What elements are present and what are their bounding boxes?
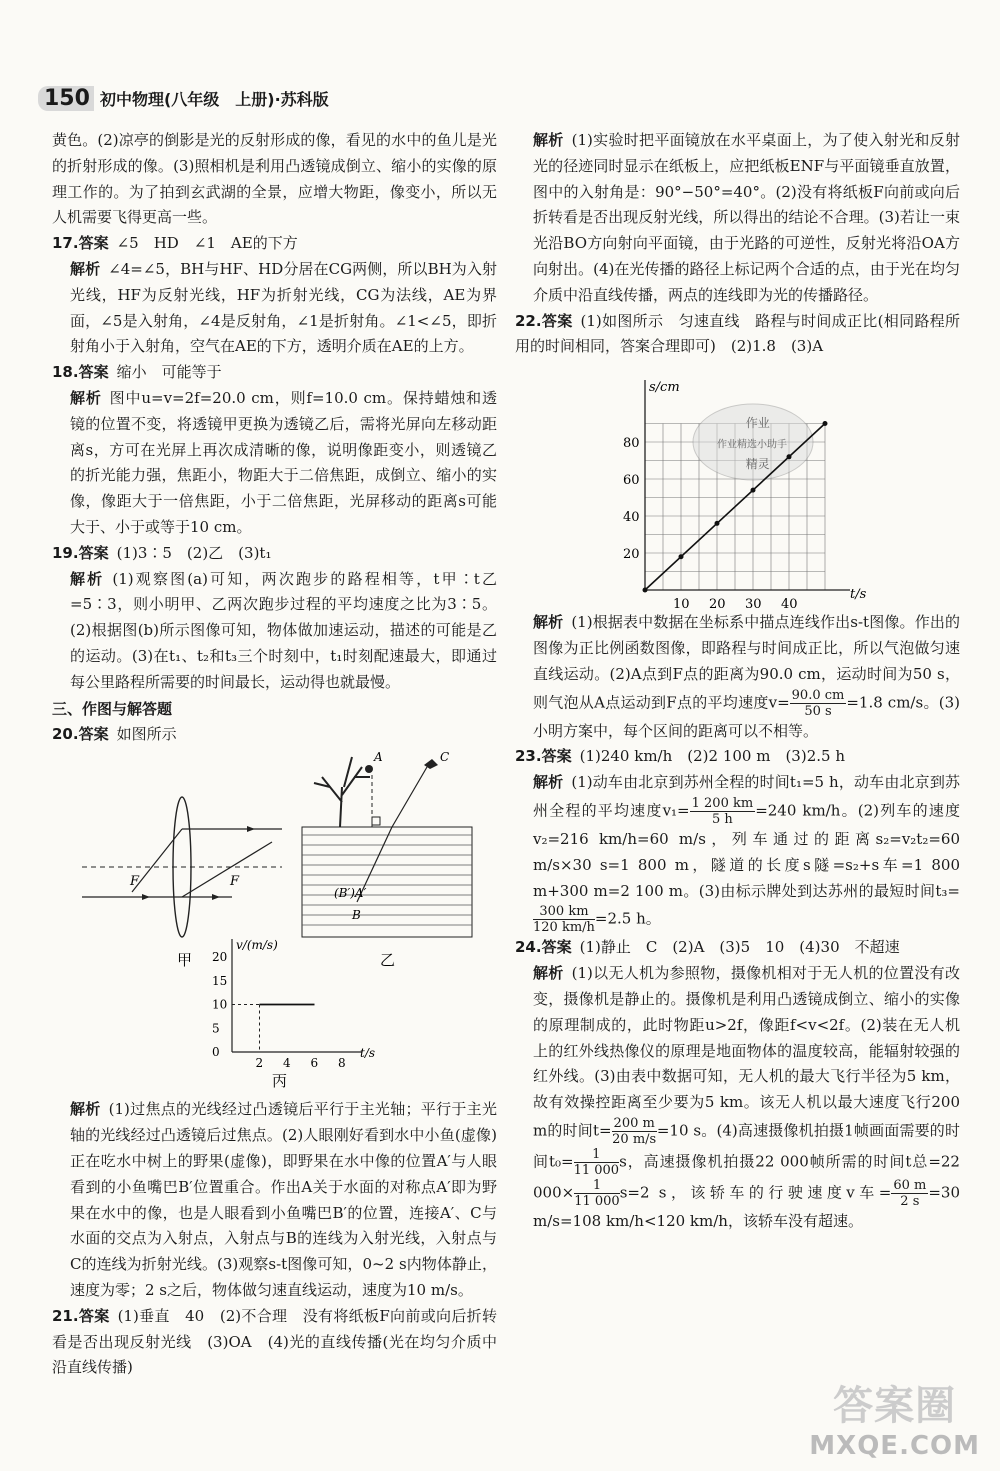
q18-answer-label: 答案 [78, 363, 109, 382]
q22-explain-2: =1.8 cm/s。(3)小明方案中，每个区间的距离可以不相等。 [533, 693, 960, 740]
x-axis-label: t/s [850, 587, 867, 603]
book-title: 初中物理(八年级 上册)·苏科版 [99, 90, 329, 109]
q20-figures [52, 747, 497, 1097]
q24-number: 24. [515, 938, 542, 957]
stamp-watermark [693, 404, 813, 480]
q23-explain-3: =2.5 h。 [594, 909, 661, 928]
page-number: 150 [38, 86, 94, 111]
right-column [515, 128, 960, 1235]
y-tick-label: 80 [623, 436, 640, 452]
q23-fraction-2 [533, 904, 595, 935]
q19-answer: (1)3∶5 (2)乙 (3)t₁ [116, 543, 272, 562]
y-tick-label: 40 [623, 510, 640, 526]
x-tick-label: 6 [310, 1056, 319, 1071]
question-17 [52, 231, 497, 360]
point-a-label: A [374, 750, 383, 765]
question-20 [52, 722, 497, 1304]
q24-f2-den: 11 000 [573, 1162, 620, 1178]
q24-explain-3: s，高速摄像机拍摄22 000帧所需的时间t总=22 000× [533, 1152, 960, 1202]
data-point [751, 488, 756, 493]
water-tree-diagram [302, 750, 472, 969]
q20-explain-label: 解析 [70, 1100, 101, 1119]
q23-explain-label: 解析 [533, 773, 564, 792]
q23-explain-2: =240 km/h。(2)列车的速度v₂=216 km/h=60 m/s，列车通过的距离s₂=v₂t₂=60 m/s×30 s=1 800 m，隧道的长度s隧=s₂+s车=1 800 m+300 m=2 100 m。(3)由标示牌处到达苏州的最短时间t₃= [533, 801, 960, 900]
x-tick-label: 10 [673, 597, 690, 611]
fig-label-jia: 甲 [177, 951, 193, 970]
q19-explain: (1)观察图(a)可知，两次跑步的路程相等，t甲∶t乙=5∶3，则小明甲、乙两次跑步过程的平均速度之比为3∶5。(2)根据图(b)所示图像可知，物体做加速运动，描述的可能是乙的运动。(3)在t₁、t₂和t₃三个时刻中，t₁时刻配速最大，即通过每公里路程所需要的时间最长，运动得也就最慢。 [70, 569, 497, 691]
q24-f1-num: 200 m [613, 1115, 655, 1131]
point-b-label: B [352, 908, 361, 923]
q17-explain: ∠4=∠5，BH与HF、HD分居在CG两侧，所以BH为入射光线，HF为反射光线，HF为折射光线，CG为法线，AE为界面，∠5是入射角，∠4是反射角，∠1是折射角。∠1<∠5，即折射角小于入射角，空气在AE的下方，透明介质在AE的上方。 [70, 259, 497, 356]
y-axis-label: v/(m/s) [236, 938, 278, 953]
q21-answer: (1)垂直 40 (2)不合理 没有将纸板F向前或向后折转看是否出现反射光线 (3)OA (4)光的直线传播(光在均匀介质中沿直线传播) [52, 1306, 497, 1377]
q22-answer-label: 答案 [541, 311, 573, 330]
q24-f3-den: 2 s [900, 1193, 920, 1209]
y-tick-label: 60 [623, 473, 640, 489]
x-tick-label: 40 [781, 597, 798, 611]
y-tick-label: 5 [212, 1021, 220, 1036]
q24-f2b-den: 11 000 [574, 1193, 620, 1209]
q20-explain: (1)过焦点的光线经过凸透镜后平行于主光轴；平行于主光轴的光线经过凸透镜后过焦点。(2)人眼刚好看到水中小鱼(虚像)正在吃水中树上的野果(虚像)，即野果在水中像的位置A′与人眼看到的小鱼嘴巴B′位置重合。作出A关于水面的对称点A′即为野果在水中的像，也是人眼看到小鱼嘴巴B′的位置，连接A′、C与水面的交点为入射点，入射点与B的连线为入射光线，入射点与C的连线为折射光线。(3)观察s-t图像可知，0~2 s内物体静止，速度为零；2 s之后，物体做匀速直线运动，速度为10 m/s。 [70, 1100, 497, 1299]
q24-answer: (1)静止 C (2)A (3)5 10 (4)30 不超速 [579, 938, 900, 957]
q21-explain: (1)实验时把平面镜放在水平桌面上，为了使入射光和反射光的径迹同时显示在纸板上，应把纸板ENF与平面镜垂直放置，图中的入射角是：90°−50°=40°。(2)没有将纸板F向前或向后折转看是否出现反射光线，所以得出的结论不合理。(3)若让一束光沿BO方向射向平面镜，由于光路的可逆性，反射光将沿OA方向射出。(4)在光传播的路径上标记两个合适的点，由于光在均匀介质中沿直线传播，两点的连线即为光的传播路径。 [533, 131, 960, 304]
lens-focus-right: F [230, 874, 240, 890]
velocity-time-chart [212, 938, 375, 1090]
y-tick-label: 15 [212, 974, 228, 989]
q24-fraction-2 [574, 1147, 620, 1178]
point-c-label: C [440, 750, 450, 765]
x-tick-label: 4 [283, 1056, 291, 1071]
data-point [643, 588, 648, 593]
q17-answer-label: 答案 [78, 234, 109, 253]
q23-f1-num: 1 200 km [691, 795, 754, 811]
section-heading: 三、作图与解答题 [52, 699, 173, 718]
q22-frac-num: 90.0 cm [791, 687, 845, 703]
q23-fraction-1 [690, 796, 756, 827]
q21-answer-label: 答案 [78, 1306, 110, 1325]
data-point [679, 554, 684, 559]
stamp-text-1: 作业 [745, 416, 770, 431]
q19-number: 19. [52, 543, 79, 562]
q23-f1-den: 5 h [712, 811, 733, 827]
q19-explain-label: 解析 [70, 569, 105, 588]
data-point [787, 454, 792, 459]
y-axis-label: s/cm [649, 380, 680, 396]
distance-time-chart [515, 360, 960, 610]
y-tick-label: 20 [212, 950, 228, 965]
q20-answer: 如图所示 [116, 724, 177, 743]
q24-f2-num: 1 [574, 1147, 620, 1163]
site-watermark [809, 1374, 980, 1461]
q23-answer: (1)240 km/h (2)2 100 m (3)2.5 h [579, 747, 845, 766]
question-23 [515, 744, 960, 935]
x-axis-label: t/s [360, 1046, 376, 1061]
question-19 [52, 541, 497, 696]
q24-answer-label: 答案 [541, 938, 572, 957]
q18-explain-label: 解析 [70, 388, 102, 407]
q24-explain-5: =30 m/s=108 km/h<120 km/h，该轿车没有超速。 [533, 1183, 960, 1230]
q23-f2-num: 300 km [533, 904, 595, 920]
y-tick-label: 20 [623, 547, 640, 563]
q24-f3-num: 60 m [893, 1177, 927, 1193]
stamp-text-2: 作业精选小助手 [717, 439, 787, 451]
q22-explain-label: 解析 [533, 613, 564, 632]
q17-explain-label: 解析 [70, 259, 101, 278]
q23-answer-label: 答案 [541, 747, 572, 766]
data-point [715, 521, 720, 526]
question-22 [515, 309, 960, 745]
q24-explain-label: 解析 [533, 964, 564, 983]
watermark-url: MXQE.COM [809, 1431, 980, 1461]
q22-frac-den: 50 s [804, 703, 832, 719]
q21-number: 21. [52, 1306, 79, 1325]
question-21 [52, 1304, 497, 1381]
q18-answer: 缩小 可能等于 [116, 363, 222, 382]
q24-fraction-1 [612, 1116, 657, 1147]
q23-explain-1: (1)动车由北京到苏州全程的时间t₁=5 h，动车由北京到苏州全程的平均速度v₁= [533, 773, 960, 820]
x-tick-label: 2 [255, 1056, 264, 1071]
q17-number: 17. [52, 234, 79, 253]
stamp-text-3: 精灵 [745, 457, 770, 472]
question-18 [52, 360, 497, 541]
watermark-brand: 答案圈 [833, 1383, 957, 1429]
y-tick-label: 0 [212, 1045, 220, 1060]
x-tick-label: 8 [338, 1056, 346, 1071]
q19-answer-label: 答案 [78, 543, 109, 562]
data-point [823, 421, 828, 426]
q24-f1-den: 20 m/s [612, 1131, 657, 1147]
q22-answer: (1)如图所示 匀速直线 路程与时间成正比(相同路程所用的时间相同，答案合理即可) (2)1.8 (3)A [515, 311, 960, 356]
y-tick-label: 10 [212, 997, 228, 1012]
q24-fraction-3 [574, 1178, 620, 1209]
q20-answer-label: 答案 [78, 724, 109, 743]
q18-number: 18. [52, 363, 79, 382]
x-tick-label: 30 [745, 597, 762, 611]
intro-text: 黄色。(2)凉亭的倒影是光的反射形成的像，看见的水中的鱼儿是光的折射形成的像。(3)照相机是利用凸透镜成倒立、缩小的实像的原理工作的。为了拍到玄武湖的全景，应增大物距，像变小，所以无人机需要飞得更高一些。 [52, 131, 497, 227]
point-b-image-label: (B′)A′ [334, 886, 367, 901]
left-column [52, 128, 497, 1381]
q23-number: 23. [515, 747, 542, 766]
q22-number: 22. [515, 311, 542, 330]
q18-explain: 图中u=v=2f=20.0 cm，则f=10.0 cm。保持蜡烛和透镜的位置不变，将透镜甲更换为透镜乙后，需将光屏向左移动距离s，方可在光屏上再次成清晰的像，说明像距变小，则透镜乙的折光能力强，焦距小，物距大于二倍焦距，成倒立、缩小的实像，像距大于一倍焦距，小于二倍焦距，光屏移动的距离s可能大于、小于或等于10 cm。 [70, 388, 497, 536]
lens-focus-left: F [130, 874, 140, 890]
fig-label-bing: 丙 [272, 1072, 288, 1091]
question-24 [515, 935, 960, 1234]
q23-f2-den: 120 km/h [533, 920, 595, 936]
q22-fraction [790, 688, 847, 719]
q24-f2b-num: 1 [574, 1178, 620, 1194]
fig-label-yi: 乙 [380, 951, 396, 970]
q24-fraction-4 [891, 1178, 928, 1209]
tree-icon [314, 757, 370, 827]
x-tick-label: 20 [709, 597, 726, 611]
q20-number: 20. [52, 724, 79, 743]
q21-explain-label: 解析 [533, 131, 564, 149]
q24-explain-2: =10 s。(4)高速摄像机拍摄1帧画面需要的时间t₀= [533, 1121, 960, 1171]
q24-explain-1: (1)以无人机为参照物，摄像机相对于无人机的位置没有改变，摄像机是静止的。摄像机是利用凸透镜成倒立、缩小的实像的原理制成的，此时物距u>2f，像距f<v<2f。(2)装在无人机上的红外线热像仪的原理是地面物体的温度较高，能辐射较强的红外线。(3)由表中数据可知，无人机的最大飞行半径为5 km，故有效操控距离至少要为5 km。该无人机以最大速度飞行200 m的时间t= [533, 964, 960, 1140]
q22-explain-1: (1)根据表中数据在坐标系中描点连线作出s-t图像。作出的图像为正比例函数图像，即路程与时间成正比，所以气泡做匀速直线运动。(2)A点到F点的距离为90.0 cm，运动时间为50 s，则气泡从A点运动到F点的平均速度v= [533, 613, 960, 712]
q17-answer: ∠5 HD ∠1 AE的下方 [116, 234, 298, 253]
q24-explain-4: s=2 s，该轿车的行驶速度v车= [619, 1183, 892, 1202]
page-header [38, 86, 329, 111]
